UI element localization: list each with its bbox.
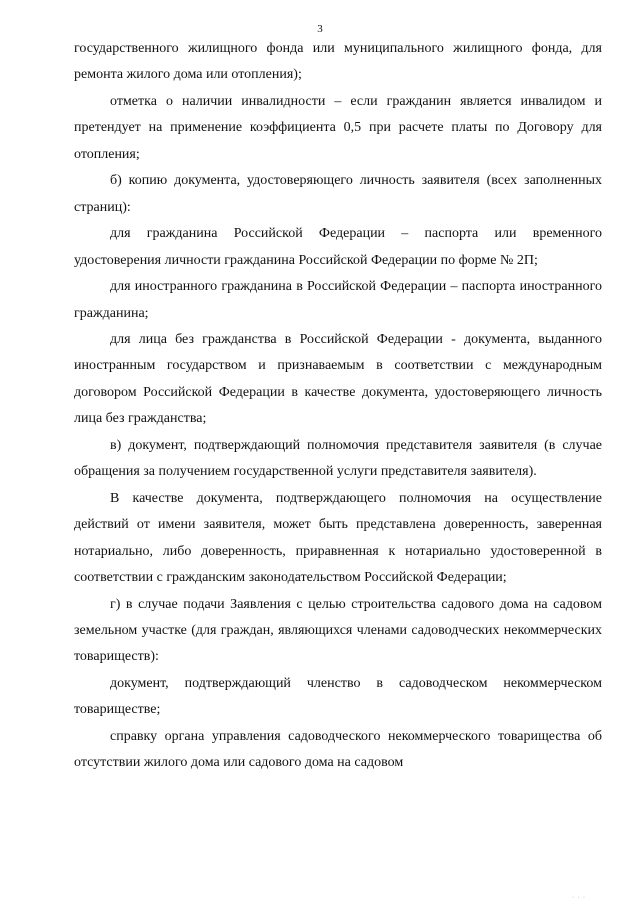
paragraph-power-of-attorney: В качестве документа, подтверждающего полномочия на осуществление действий от имени заявителя, может быть представлена доверенность, заверенная нотариально, либо доверенность, приравненная к нотариально удостоверенной в соответствии с гражданским законодательством Российской Федерации; bbox=[74, 490, 602, 586]
paragraph-stateless-person: для лица без гражданства в Российской Федерации - документа, выданного иностранным государством и признаваемым в соответствии с международным договором Российской Федерации в качестве документа, удостоверяющего личность лица без гражданства; bbox=[74, 331, 602, 427]
paragraph-foreign-citizen: для иностранного гражданина в Российской Федерации – паспорта иностранного гражданина; bbox=[74, 279, 602, 321]
paragraph-russian-citizen: для гражданина Российской Федерации – паспорта или временного удостоверения личности гражданина Российской Федерации по форме № 2П; bbox=[74, 226, 602, 268]
paragraph-item-v: в) документ, подтверждающий полномочия представителя заявителя (в случае обращения за получением государственной услуги представителя заявителя). bbox=[74, 437, 602, 480]
paragraph-certificate: справку органа управления садоводческого некоммерческого товарищества об отсутствии жилого дома или садового дома на садовом bbox=[74, 728, 602, 771]
paragraph-disability-mark: отметка о наличии инвалидности – если гражданин является инвалидом и претендует на применение коэффициента 0,5 при расчете платы по Договору для отопления; bbox=[74, 93, 602, 162]
page-number: 3 bbox=[317, 23, 323, 35]
document-body bbox=[74, 36, 602, 777]
paragraph-item-g: г) в случае подачи Заявления с целью строительства садового дома на садовом земельном участке (для граждан, являющихся членами садоводческих некоммерческих товариществ): bbox=[74, 596, 602, 665]
paragraph-continuation: государственного жилищного фонда или муниципального жилищного фонда, для ремонта жилого дома или отопления); bbox=[74, 41, 602, 83]
paragraph-membership-document: документ, подтверждающий членство в садоводческом некоммерческом товариществе; bbox=[74, 675, 602, 718]
footer-mark: · · · bbox=[572, 895, 586, 901]
paragraph-item-b: б) копию документа, удостоверяющего личность заявителя (всех заполненных страниц): bbox=[74, 173, 602, 215]
